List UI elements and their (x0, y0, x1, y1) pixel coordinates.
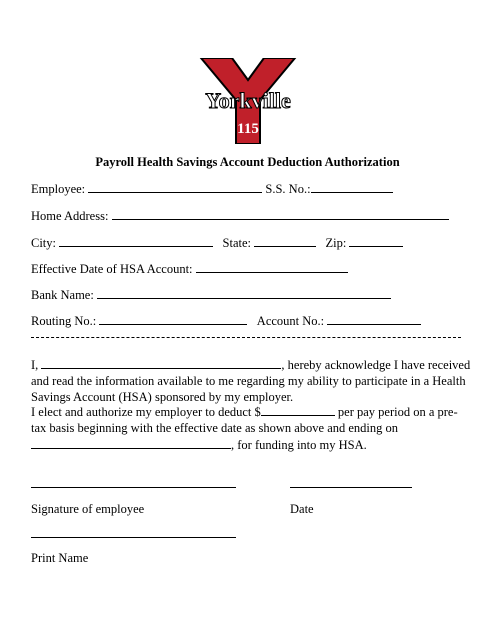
ssn-field[interactable] (311, 180, 393, 193)
zip-label: Zip: (325, 236, 347, 250)
ssn-label: S.S. No.: (265, 182, 311, 196)
date-label: Date (290, 502, 314, 516)
auth-text-3: , for funding into my HSA. (231, 438, 367, 452)
city-field[interactable] (59, 234, 213, 247)
form-title: Payroll Health Savings Account Deduction Authorization (95, 155, 400, 169)
logo-number: 115 (237, 121, 259, 137)
routing-field[interactable] (99, 312, 247, 325)
authorization-paragraph (31, 403, 471, 453)
account-field[interactable] (327, 312, 421, 325)
ack-name-field[interactable] (41, 356, 281, 369)
state-field[interactable] (254, 234, 316, 247)
zip-field[interactable] (349, 234, 403, 247)
employee-row (31, 180, 393, 197)
yorkville-115-logo (198, 58, 298, 144)
home-address-label: Home Address: (31, 209, 109, 223)
effective-date-row (31, 260, 348, 277)
home-address-field[interactable] (112, 207, 449, 220)
signature-employee-label: Signature of employee (31, 502, 145, 516)
deduction-amount-field[interactable] (261, 403, 335, 416)
bank-name-field[interactable] (97, 286, 391, 299)
account-label: Account No.: (256, 314, 325, 328)
city-row (31, 234, 403, 251)
end-date-field[interactable] (31, 436, 231, 449)
employee-label: Employee: (31, 182, 86, 196)
employee-field[interactable] (88, 180, 262, 193)
bank-name-label: Bank Name: (31, 288, 94, 302)
auth-text-1: I elect and authorize my employer to deduct $ (31, 405, 261, 419)
ack-prefix: I, (31, 358, 39, 372)
auth-text-2: per pay period on a pre-tax basis beginning with the effective date as shown above and ending on (31, 405, 458, 435)
effective-date-label: Effective Date of HSA Account: (31, 262, 193, 276)
routing-label: Routing No.: (31, 314, 97, 328)
bank-name-row (31, 286, 391, 303)
ack-text: , hereby acknowledge I have received and read the information available to me regarding my ability to participate in a Health Savings Account (HSA) sponsored by my employer. (31, 358, 471, 404)
print-name-line[interactable] (31, 537, 236, 538)
logo-wordmark: Yorkville (205, 88, 291, 113)
state-label: State: (222, 236, 251, 250)
acknowledgement-paragraph (31, 356, 471, 405)
dashed-divider (31, 337, 461, 338)
city-label: City: (31, 236, 57, 250)
print-name-label: Print Name (31, 551, 89, 565)
home-address-row (31, 207, 449, 224)
routing-row (31, 312, 421, 329)
effective-date-field[interactable] (196, 260, 348, 273)
employee-signature-line[interactable] (31, 487, 236, 488)
date-line[interactable] (290, 487, 412, 488)
